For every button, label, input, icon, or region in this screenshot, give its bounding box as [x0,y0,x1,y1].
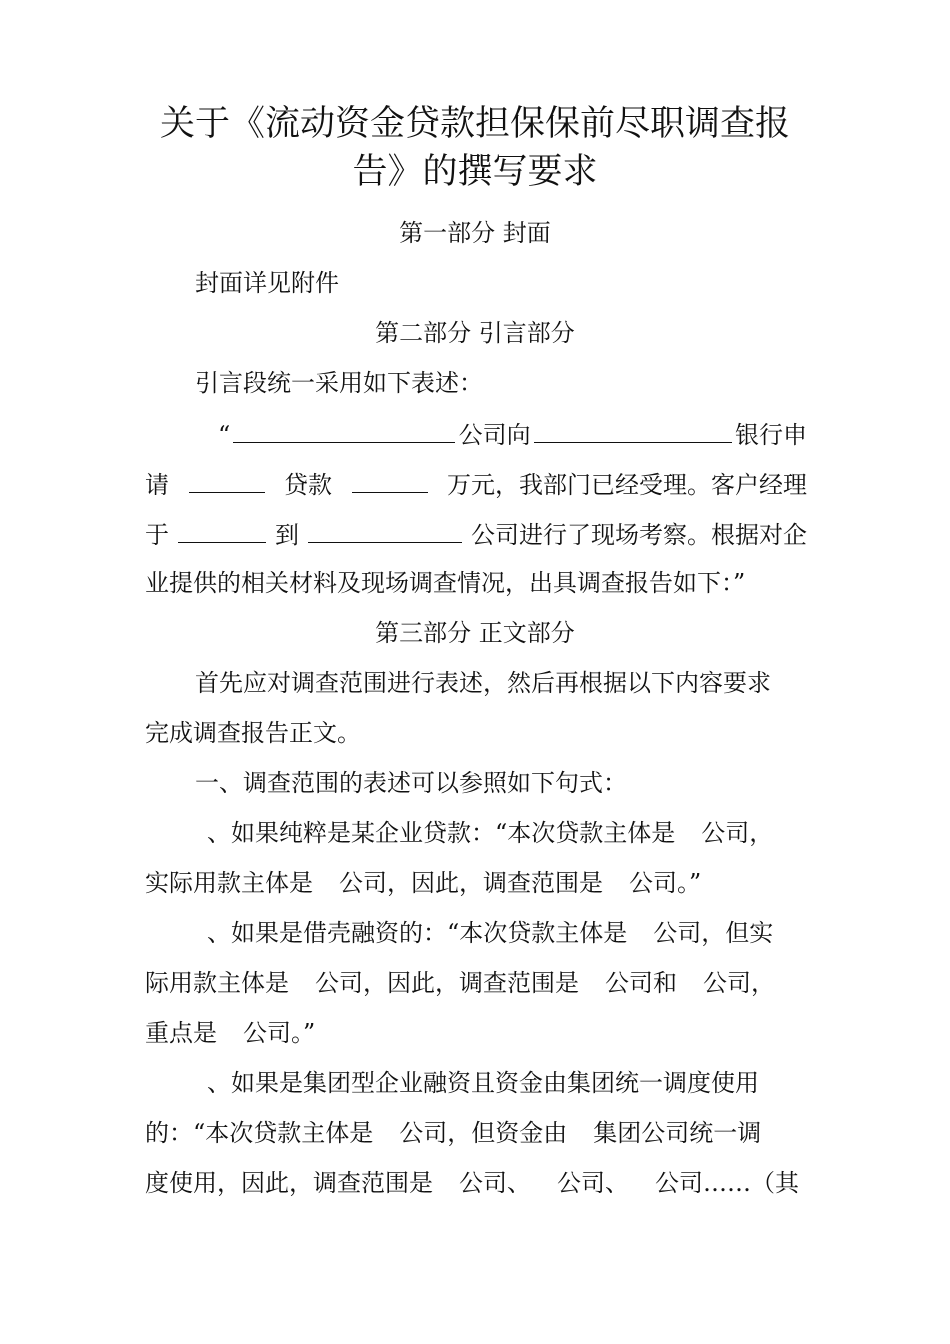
frag-bank-apply: 银行申 [734,421,807,449]
case3-text-d: 度使用，因此，调查范围是 [145,1169,433,1197]
frag-qing: 请 [145,471,169,499]
case3-line3 [145,1168,807,1198]
case1-text-b: 公司， [701,819,774,847]
case1-line2 [145,868,807,898]
frag-wan: 万元，我部门已经受理。客户经理 [447,471,807,499]
frag-loan: 贷款 [284,471,332,499]
case3-text-a: 的：“本次贷款主体是 [145,1119,374,1147]
blank-date [178,518,266,543]
case2-text-g: 重点是 [145,1019,217,1047]
intro-template-line-3 [145,518,807,550]
case2-text-d: 公司，因此，调查范围是 [315,969,579,997]
case1-line1 [207,818,807,848]
part3-para1-line2: 完成调查报告正文。 [145,719,361,747]
blank-loan-type [189,468,265,493]
case2-text-f: 公司， [703,969,775,997]
case3-text-g: 公司……（其 [655,1169,799,1197]
case2-text-b: 公司，但实 [653,919,774,947]
case1-text-a: 、如果纯粹是某企业贷款：“本次贷款主体是 [207,819,676,847]
intro-template-line-1 [218,418,807,450]
blank-company-name [233,418,455,443]
case3-text-c: 集团公司统一调 [593,1119,762,1147]
part3-heading: 第三部分 正文部分 [375,619,575,647]
case2-text-h: 公司。” [243,1019,316,1047]
frag-site: 公司进行了现场考察。根据对企 [471,521,807,549]
blank-bank-name [534,418,732,443]
open-quote: “ [218,421,231,449]
case2-text-e: 公司和 [605,969,677,997]
blank-site-company [308,518,462,543]
case2-line3 [145,1018,807,1048]
case3-line1: 、如果是集团型企业融资且资金由集团统一调度使用 [207,1069,759,1097]
case1-text-e: 公司。” [629,869,702,897]
frag-company-to: 公司向 [458,421,531,449]
part1-heading: 第一部分 封面 [399,219,551,247]
part2-intro: 引言段统一采用如下表述： [195,369,483,397]
title-line-1: 关于《流动资金贷款担保保前尽职调查报 [159,104,790,144]
case1-text-d: 公司，因此，调查范围是 [339,869,603,897]
part3-para1-line1: 首先应对调查范围进行表述，然后再根据以下内容要求 [195,669,771,697]
case2-text-a: 、如果是借壳融资的：“本次贷款主体是 [207,919,628,947]
title-line-2: 告》的撰写要求 [352,152,598,192]
blank-loan-amount [352,468,428,493]
part1-text: 封面详见附件 [195,269,339,297]
case1-text-c: 实际用款主体是 [145,869,313,897]
case3-text-e: 公司、 [459,1169,531,1197]
frag-yu: 于 [145,521,169,549]
document-title [100,100,850,196]
case3-text-f: 公司、 [557,1169,629,1197]
case3-line2 [145,1118,807,1148]
frag-dao: 到 [275,521,299,549]
case2-text-c: 际用款主体是 [145,969,289,997]
case3-text-b: 公司，但资金由 [399,1119,568,1147]
intro-template-line-4: 业提供的相关材料及现场调查情况，出具调查报告如下：” [145,569,746,597]
case2-line2 [145,968,807,998]
part2-heading: 第二部分 引言部分 [375,319,575,347]
case2-line1 [207,918,807,948]
item-1: 一、调查范围的表述可以参照如下句式： [195,769,627,797]
intro-template-line-2 [145,468,807,500]
